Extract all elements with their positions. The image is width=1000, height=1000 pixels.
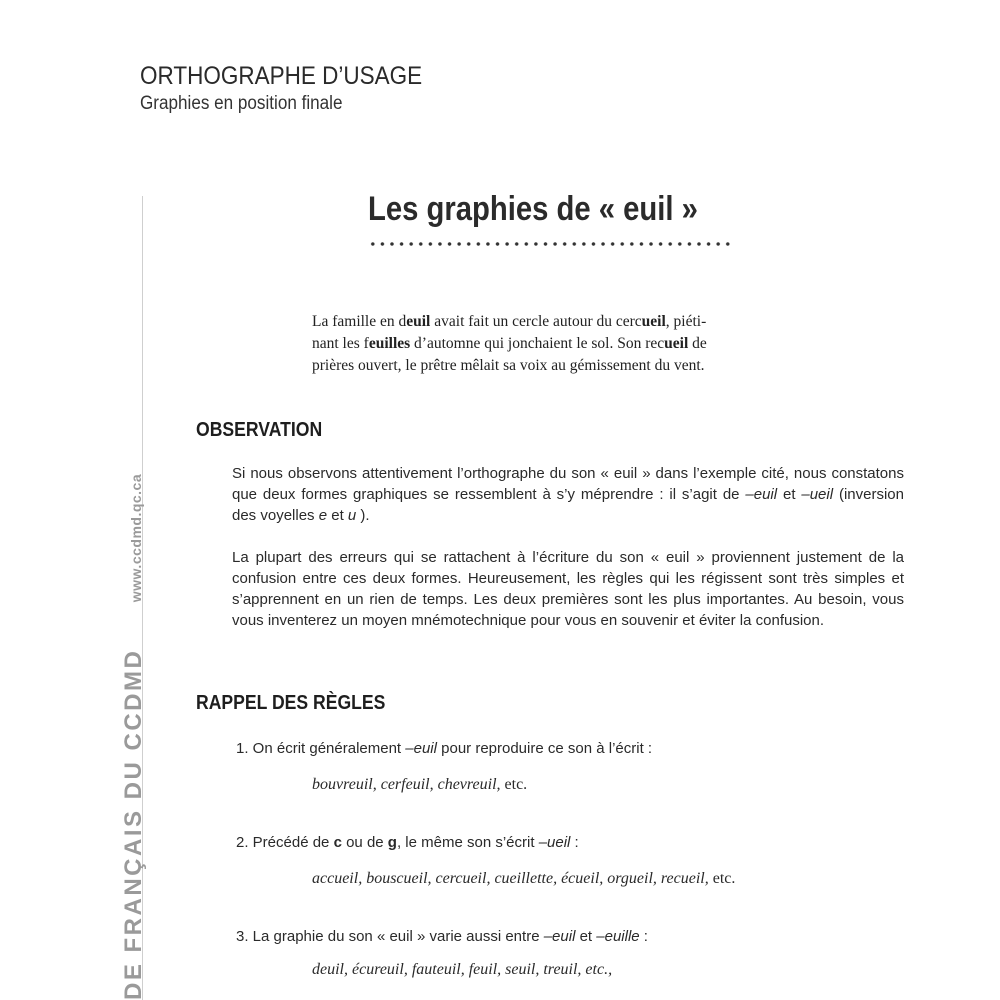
section-title: ORTHOGRAPHE D’USAGE: [140, 62, 423, 90]
rule-2: 2. Précédé de c ou de g, le même son s’écrit –ueil :: [236, 834, 579, 851]
rule-1: 1. On écrit généralement –euil pour reproduire ce son à l’écrit :: [236, 740, 653, 757]
rule-3-examples: deuil, écureuil, fauteuil, feuil, seuil, treuil, etc.,: [312, 961, 613, 978]
observation-heading: OBSERVATION: [196, 419, 323, 441]
page-title: Les graphies de « euil »: [368, 190, 698, 228]
title-dotted-rule: [368, 240, 732, 248]
rule-3: 3. La graphie du son « euil » varie aussi entre –euil et –euille :: [236, 928, 648, 945]
side-strip: [120, 474, 148, 1000]
observation-paragraph-1: Si nous observons attentivement l’orthographe du son « euil » dans l’exemple cité, nous constatons que deux formes graphiques se ressemblent à s’y méprendre : il s’agit de –euil et –ueil (inversion des voyelles e et u ).: [232, 465, 904, 524]
side-brand-text: DE FRANÇAIS DU CCDMD: [120, 648, 147, 1000]
observation-paragraph-2: La plupart des erreurs qui se rattachent à l’écriture du son « euil » proviennent justement de la confusion entre ces deux formes. Heureusement, les règles qui les régissent sont très simples et s’apprennent en un rien de temps. Les deux premières sont les plus importantes. Au besoin, vous vous inventerez un moyen mnémotechnique pour vous en souvenir et éviter la confusion.: [232, 549, 904, 629]
epigraph-paragraph: La famille en deuil avait fait un cercle autour du cercueil, piéti- nant les feuilles d’automne qui jonchaient le sol. Son recueil de prières ouvert, le prêtre mêlait sa voix au gémissement du vent.: [312, 313, 707, 374]
section-subtitle: Graphies en position finale: [140, 93, 343, 114]
rule-2-examples: accueil, bouscueil, cercueil, cueillette, écueil, orgueil, recueil, etc.: [312, 870, 736, 887]
rules-heading: RAPPEL DES RÈGLES: [196, 692, 386, 714]
running-header: [140, 62, 453, 115]
rule-1-examples: bouvreuil, cerfeuil, chevreuil, etc.: [312, 776, 528, 793]
side-url-text: www.ccdmd.qc.ca: [128, 473, 144, 603]
